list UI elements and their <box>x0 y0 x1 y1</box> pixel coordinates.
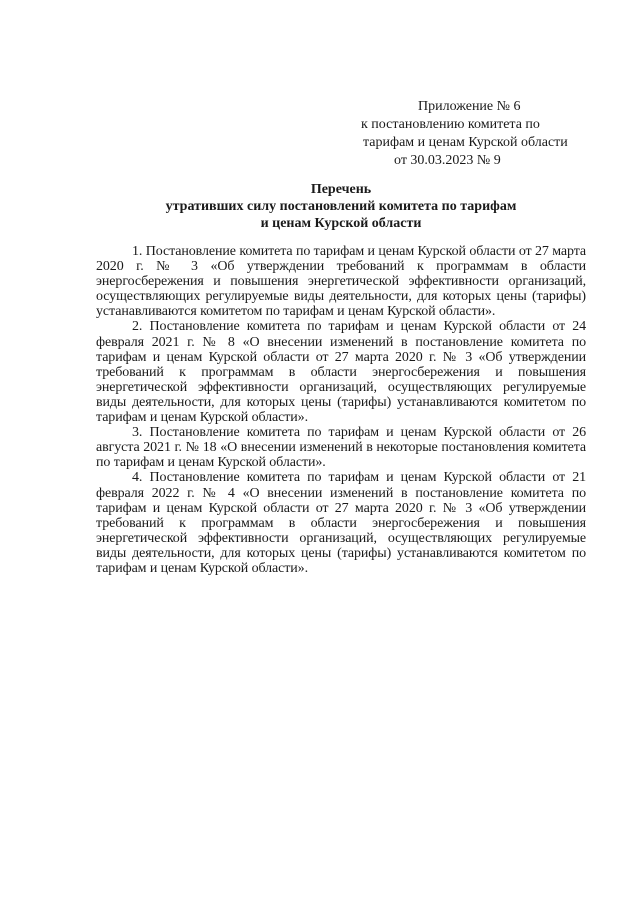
appendix-header <box>352 98 592 170</box>
title-line-1: Перечень <box>310 182 372 197</box>
appendix-reference: к постановлению комитета по <box>361 117 540 132</box>
title-line-2: утративших силу постановлений комитета по тарифам <box>165 199 517 214</box>
appendix-date: от 30.03.2023 № 9 <box>394 153 501 168</box>
list-item-3: 3. Постановление комитета по тарифам и ценам Курской области от 26 августа 2021 г. № 18 «О внесении изменений в некоторые постановления комитета по тарифам и ценам Курской области». <box>96 425 586 471</box>
list-item-2: 2. Постановление комитета по тарифам и ценам Курской области от 24 февраля 2021 г. № 8 «О внесении изменений в постановление комитета по тарифам и ценам Курской области от 27 марта 2020 г. № 3 «Об утверждении требований к программам в области энергосбережения и повышения энергетической эффективности организаций, осуществляющих регулируемые виды деятельности, для которых цены (тарифы) устанавливаются комитетом по тарифам и ценам Курской области». <box>96 319 586 426</box>
list-item-4: 4. Постановление комитета по тарифам и ценам Курской области от 21 февраля 2022 г. № 4 «О внесении изменений в постановление комитета по тарифам и ценам Курской области от 27 марта 2020 г. № 3 «Об утверждении требований к программам в области энергосбережения и повышения энергетической эффективности организаций, осуществляющих регулируемые виды деятельности, для которых цены (тарифы) устанавливаются комитетом по тарифам и ценам Курской области». <box>96 470 586 576</box>
appendix-number: Приложение № 6 <box>418 99 521 114</box>
document-body <box>96 244 586 576</box>
document-title <box>96 181 586 232</box>
appendix-authority: тарифам и ценам Курской области <box>363 135 568 150</box>
list-item-1: 1. Постановление комитета по тарифам и ценам Курской области от 27 марта 2020 г. № 3 «Об утверждении требований к программам в области энергосбережения и повышения энергетической эффективности организаций, осуществляющих регулируемые виды деятельности, для которых цены (тарифы) устанавливаются комитетом по тарифам и ценам Курской области». <box>96 244 586 320</box>
title-line-3: и ценам Курской области <box>260 216 422 231</box>
